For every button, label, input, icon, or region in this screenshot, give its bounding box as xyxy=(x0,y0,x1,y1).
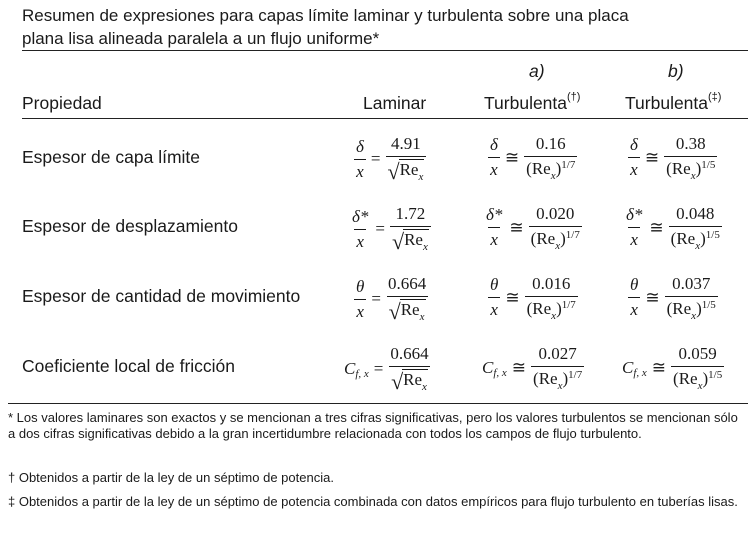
top-rule xyxy=(22,50,748,51)
formula-r2-laminar: $\frac{\delta*}{x}$ = 1.72 √ $Re_x$ xyxy=(350,204,431,254)
header-turbulenta-b xyxy=(625,93,721,114)
formula-r2-turbulent-b: $\frac{\delta*}{x}$ ≅ $\frac{0.048}{(Re_x)^{1/5}}$ xyxy=(626,204,720,252)
header-turbulenta-a xyxy=(484,93,580,114)
formula-r3-laminar: $\frac{\theta}{x}$ = 0.664 √ $Re_x$ xyxy=(356,274,427,324)
double-dagger-footnote-mark: (‡) xyxy=(708,91,722,103)
dagger-footnote-mark: (†) xyxy=(567,91,581,103)
row-label-momentum-thickness: Espesor de cantidad de movimiento xyxy=(22,286,301,306)
formula-r1-turbulent-a: $\frac{\delta}{x}$ ≅ $\frac{0.16}{(Re_x)^{1/7}}$ xyxy=(490,134,576,182)
caption-line-1: Resumen de expresiones para capas límite laminar y turbulenta sobre una placa xyxy=(22,6,629,25)
caption-line-2: plana lisa alineada paralela a un flujo uniforme* xyxy=(22,29,380,48)
formula-r4-turbulent-b: C f, x ≅ $\frac{0.059}{(Re_x)^{1/5}}$ xyxy=(622,344,723,392)
formula-r4-turbulent-a: C f, x ≅ $\frac{0.027}{(Re_x)^{1/7}}$ xyxy=(482,344,583,392)
header-propiedad: Propiedad xyxy=(22,93,102,113)
column-group-b-label: b) xyxy=(668,61,684,81)
footnote-double-dagger: ‡ Obtenidos a partir de la ley de un séptimo de potencia combinada con datos empíricos para flujo turbulento en tuberías lisas. xyxy=(8,494,738,509)
header-rule xyxy=(22,118,748,119)
footnote-asterisk: * Los valores laminares son exactos y se mencionan a tres cifras significativas, pero los valores turbulentos se mencionan sólo a dos cifras significativas debido a la gran incertidumbre relacionada con todos los campos de flujo turbulento. xyxy=(8,410,738,441)
header-turbulenta-b-text: Turbulenta xyxy=(625,93,709,113)
footnote-dagger: † Obtenidos a partir de la ley de un séptimo de potencia. xyxy=(8,470,334,485)
header-laminar: Laminar xyxy=(363,93,427,113)
formula-r1-laminar: $\frac{\delta}{x}$ = 4.91 √ $Re_x$ xyxy=(354,134,426,184)
row-label-boundary-layer-thickness: Espesor de capa límite xyxy=(22,147,201,167)
formula-r1-turbulent-b: $\frac{\delta}{x}$ ≅ $\frac{0.38}{(Re_x)^{1/5}}$ xyxy=(630,134,716,182)
formula-r3-turbulent-a: $\frac{\theta}{x}$ ≅ $\frac{0.016}{(Re_x)^{1/7}}$ xyxy=(490,274,576,322)
column-group-a-label: a) xyxy=(529,61,545,81)
formula-r4-laminar: C f, x = 0.664 √ $Re_x$ xyxy=(344,344,429,394)
formula-r3-turbulent-b: $\frac{\theta}{x}$ ≅ $\frac{0.037}{(Re_x)^{1/5}}$ xyxy=(630,274,716,322)
bottom-rule xyxy=(8,403,748,404)
row-label-displacement-thickness: Espesor de desplazamiento xyxy=(22,216,238,236)
row-label-skin-friction-coefficient: Coeficiente local de fricción xyxy=(22,356,236,376)
formula-r2-turbulent-a: $\frac{\delta*}{x}$ ≅ $\frac{0.020}{(Re_x)^{1/7}}$ xyxy=(486,204,580,252)
table-caption xyxy=(22,4,742,50)
header-turbulenta-a-text: Turbulenta xyxy=(484,93,568,113)
